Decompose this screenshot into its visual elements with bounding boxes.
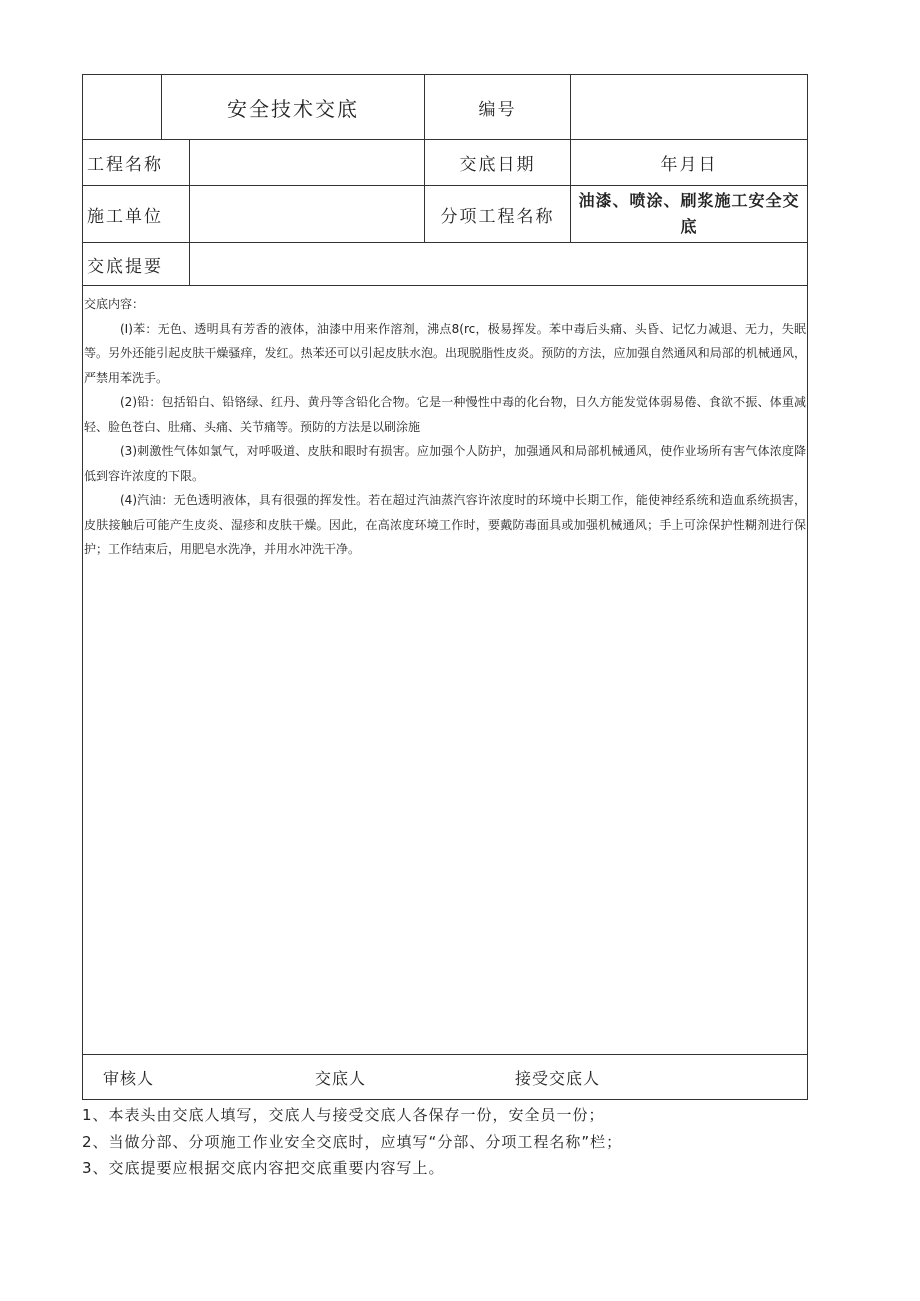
date-field[interactable]: 年月日 bbox=[660, 155, 718, 175]
project-name-field[interactable] bbox=[190, 140, 424, 185]
content-heading: 交底内容： bbox=[84, 297, 145, 311]
unit-label: 施工单位 bbox=[87, 206, 163, 227]
content-paragraph-benzene: (I)苯：无色、透明具有芳香的液体，油漆中用来作溶剂，沸点8(rc，极易挥发。苯中毒后头痛、头昏、记忆力减退、无力，失眠等。另外还能引起皮肤干燥骚痒，发红。热苯还可以引起皮肤水泡。出现脱脂性皮炎。预防的方法，应加强自然通风和局部的机械通风，严禁用苯洗手。 bbox=[84, 321, 806, 385]
footnote-2: 2、当做分部、分项施工作业安全交底时，应填写“分部、分项工程名称”栏； bbox=[82, 1133, 623, 1151]
date-label: 交底日期 bbox=[459, 155, 536, 175]
row-divider bbox=[83, 1054, 807, 1055]
form-title: 安全技术交底 bbox=[227, 96, 359, 121]
disclosure-content bbox=[84, 292, 806, 562]
number-label: 编号 bbox=[478, 99, 517, 120]
project-name-label: 工程名称 bbox=[87, 155, 163, 175]
safety-disclosure-form bbox=[82, 74, 808, 1100]
reviewer-signature-label: 审核人 bbox=[103, 1069, 155, 1088]
subitem-label: 分项工程名称 bbox=[440, 206, 555, 227]
receiver-signature-label: 接受交底人 bbox=[515, 1069, 601, 1088]
number-field[interactable] bbox=[571, 75, 807, 139]
unit-field[interactable] bbox=[190, 186, 424, 242]
discloser-signature-label: 交底人 bbox=[315, 1069, 367, 1088]
footnote-1: 1、本表头由交底人填写，交底人与接受交底人各保存一份，安全员一份； bbox=[82, 1106, 605, 1124]
footnote-3: 3、交底提要应根据交底内容把交底重要内容写上。 bbox=[82, 1159, 445, 1177]
row-divider bbox=[83, 285, 807, 286]
summary-field[interactable] bbox=[190, 243, 807, 285]
subitem-field[interactable]: 油漆、喷涂、刷浆施工安全交底 bbox=[578, 191, 800, 236]
summary-label: 交底提要 bbox=[87, 256, 163, 277]
content-paragraph-lead: (2)铅：包括铅白、铅铬绿、红丹、黄丹等含铅化合物。它是一种慢性中毒的化台物，日久方能发觉体弱易倦、食欲不振、体重减轻、脸色苍白、肚痛、头痛、关节痛等。预防的方法是以刷涂施 bbox=[84, 395, 806, 434]
content-paragraph-gasoline: (4)汽油：无色透明液体，具有很强的挥发性。若在超过汽油蒸汽容许浓度时的环境中长期工作，能使神经系统和造血系统损害，皮肤接触后可能产生皮炎、湿疹和皮肤干燥。因此，在高浓度环境工作时，要戴防毒面具或加强机械通风；手上可涂保护性糊剂进行保护；工作结束后，用肥皂水洗净，并用水冲洗干净。 bbox=[84, 493, 806, 556]
content-paragraph-irritant-gas: (3)刺激性气体如氯气，对呼吸道、皮肤和眼时有损害。应加强个人防护，加强通风和局部机械通风，使作业场所有害气体浓度降低到容许浓度的下限。 bbox=[84, 444, 806, 483]
